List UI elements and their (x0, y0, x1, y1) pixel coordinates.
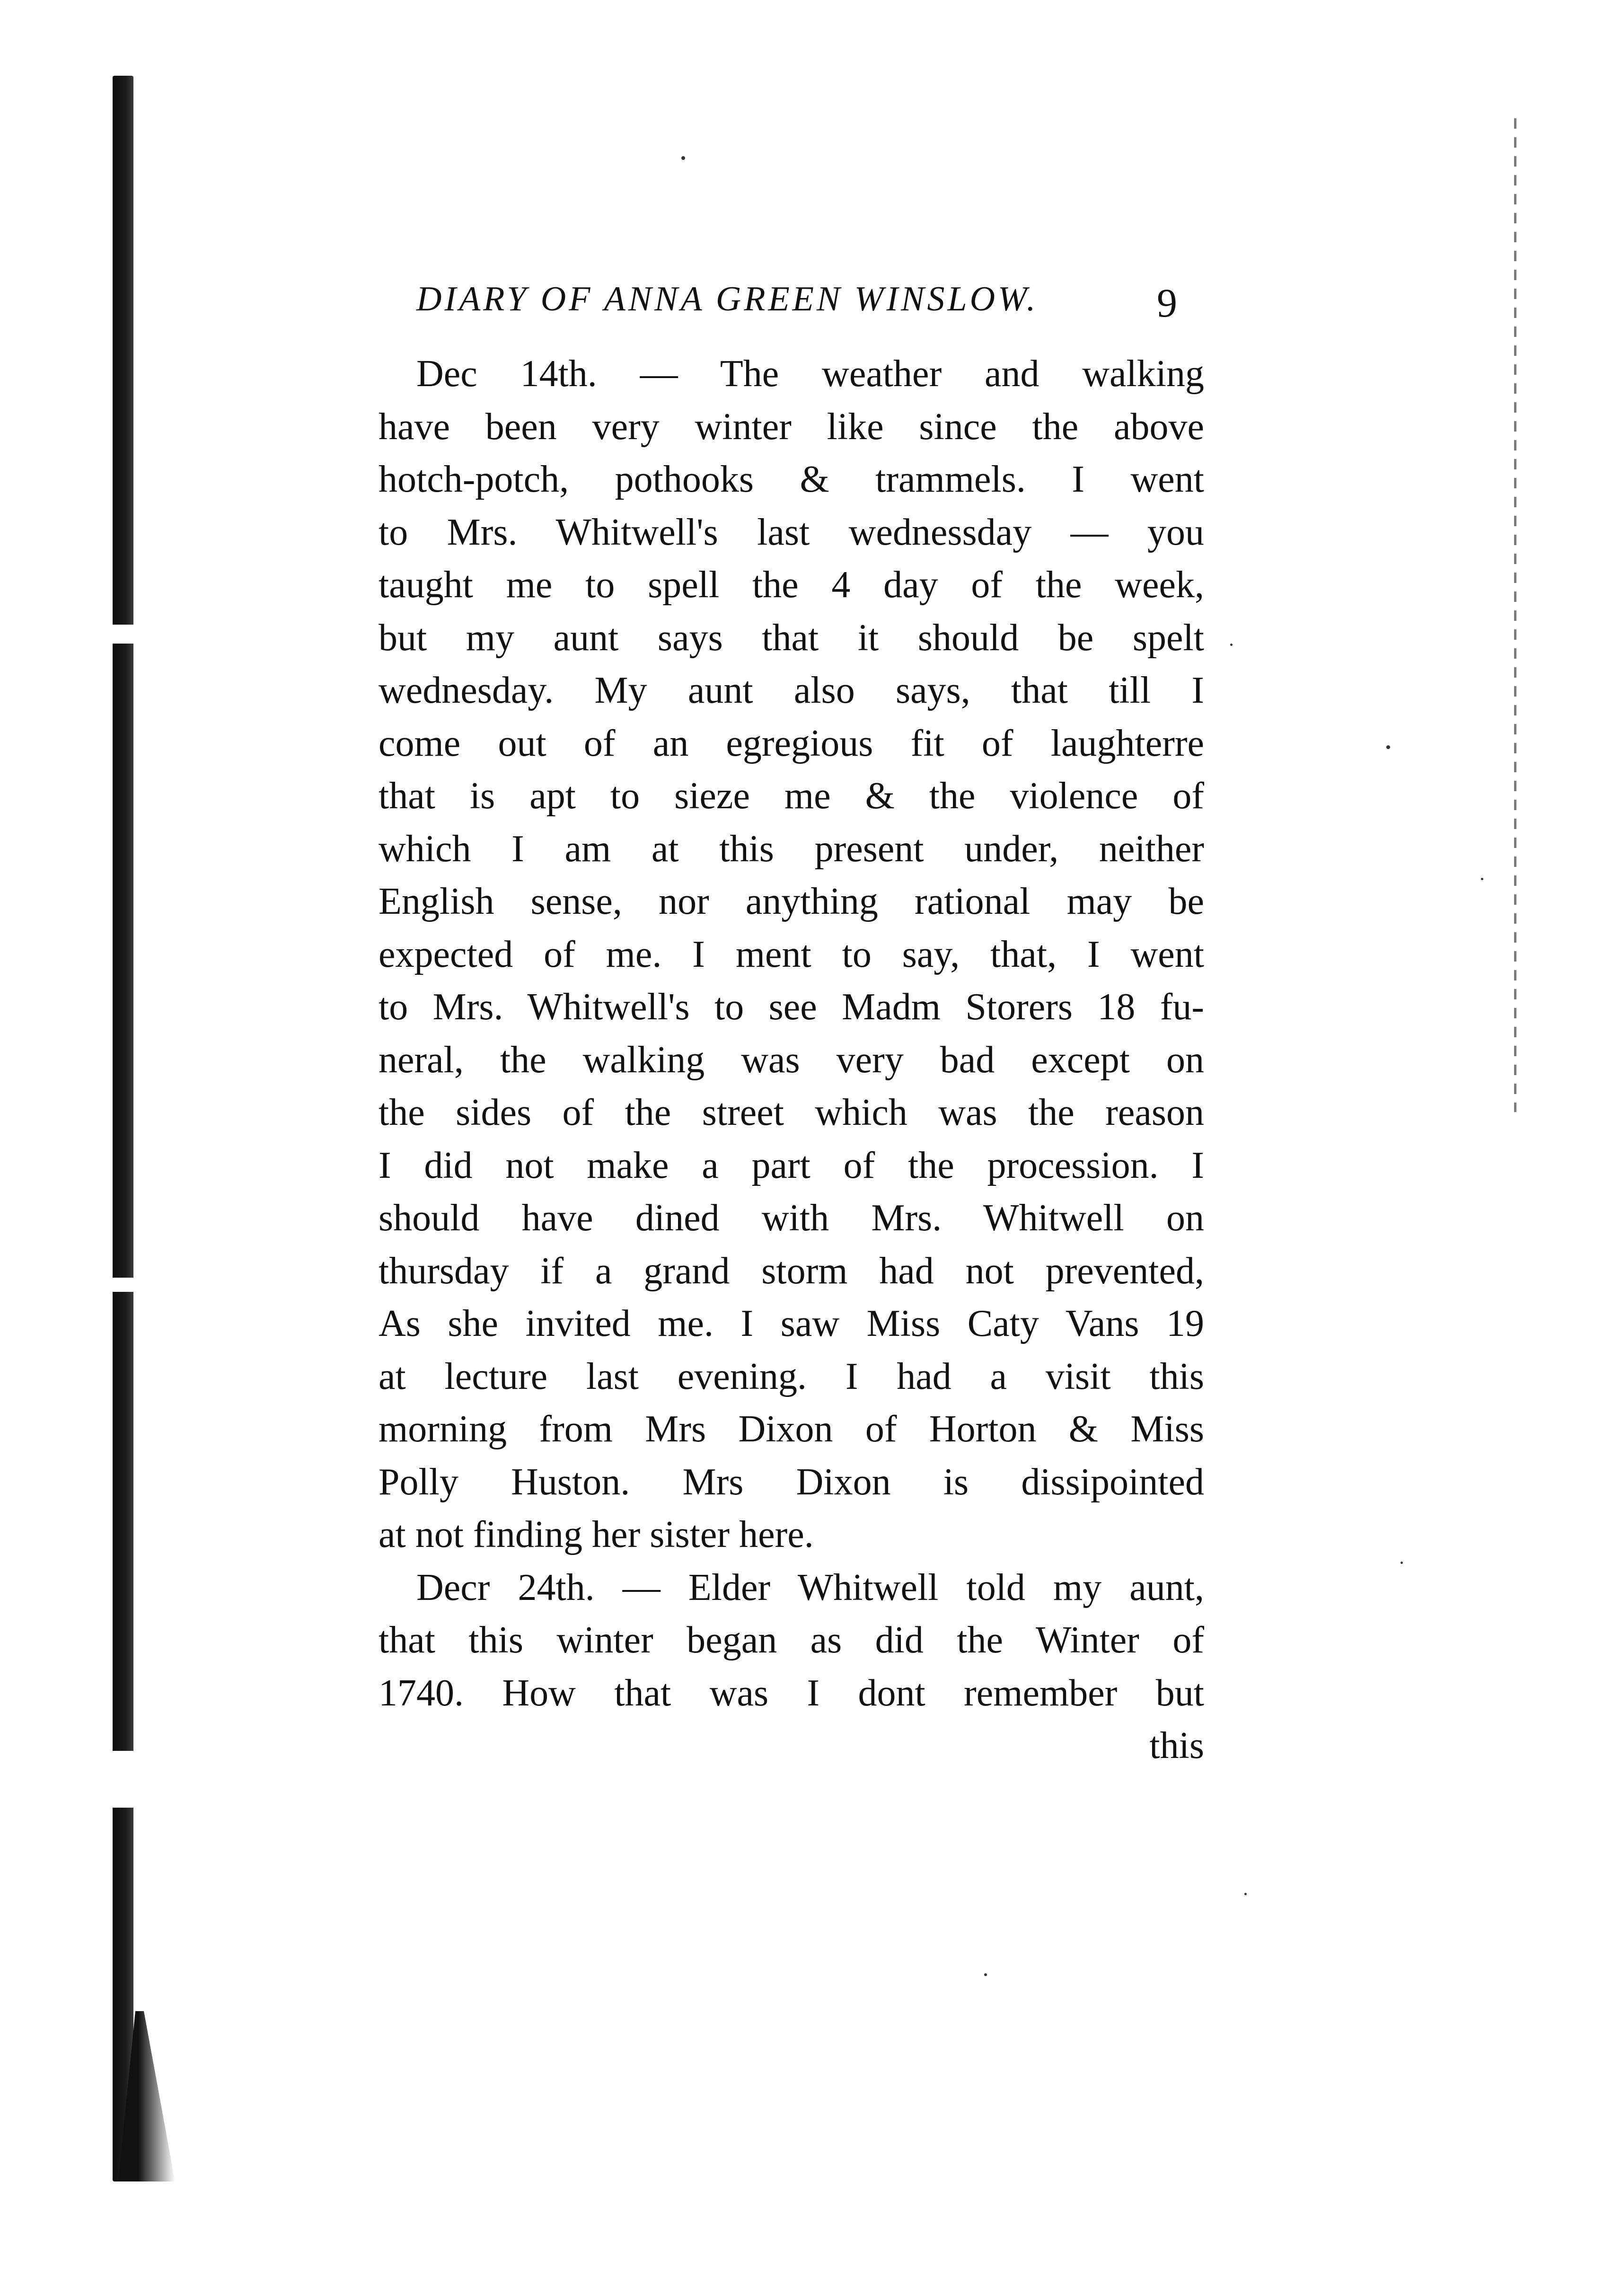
print-speck (1244, 1893, 1247, 1895)
text-line: 1740. How that was I dont remember but (379, 1672, 1204, 1714)
running-head: DIARY OF ANNA GREEN WINSLOW. (416, 280, 1039, 318)
text-line: neral, the walking was very bad except on (379, 1039, 1204, 1081)
text-line: at lecture last evening. I had a visit this (379, 1355, 1204, 1397)
text-line: should have dined with Mrs. Whitwell on (379, 1197, 1204, 1239)
text-line: morning from Mrs Dixon of Horton & Miss (379, 1408, 1204, 1450)
text-line: come out of an egregious fit of laughterre (379, 722, 1204, 764)
text-line: I did not make a part of the procession. I (379, 1144, 1204, 1186)
text-line: which I am at this present under, neither (379, 828, 1204, 870)
text-line: wednesday. My aunt also says, that till I (379, 670, 1204, 711)
text-line: thursday if a grand storm had not prevented, (379, 1250, 1204, 1292)
print-speck (1481, 878, 1483, 880)
text-line: at not finding her sister here. (379, 1514, 814, 1555)
binding-gutter (113, 76, 133, 2181)
print-speck (681, 156, 685, 160)
text-line: Dec 14th. — The weather and walking (416, 353, 1204, 395)
page-number: 9 (1157, 280, 1177, 326)
text-line: taught me to spell the 4 day of the week, (379, 564, 1204, 606)
text-line: Decr 24th. — Elder Whitwell told my aunt, (416, 1566, 1204, 1608)
gutter-gap (109, 1751, 137, 1808)
print-speck (984, 1973, 987, 1976)
right-page-edge (1514, 118, 1516, 1112)
text-line: As she invited me. I saw Miss Caty Vans 19 (379, 1303, 1204, 1344)
text-line: hotch-potch, pothooks & trammels. I went (379, 459, 1204, 500)
text-line: but my aunt says that it should be spelt (379, 617, 1204, 659)
text-line: the sides of the street which was the reason (379, 1092, 1204, 1133)
gutter-gap (109, 1278, 137, 1292)
text-line: expected of me. I ment to say, that, I went (379, 933, 1204, 975)
print-speck (1400, 1562, 1403, 1564)
gutter-gap (109, 625, 137, 644)
text-line: that is apt to sieze me & the violence of (379, 775, 1204, 817)
text-line: English sense, nor anything rational may be (379, 881, 1204, 922)
print-speck (1386, 745, 1390, 749)
text-line: to Mrs. Whitwell's to see Madm Storers 18 fu- (379, 986, 1204, 1028)
text-line: that this winter began as did the Winter of (379, 1619, 1204, 1661)
diary-text (379, 348, 1204, 1773)
text-line: have been very winter like since the above (379, 406, 1204, 448)
catchword: this (1149, 1725, 1204, 1766)
text-line: Polly Huston. Mrs Dixon is dissipointed (379, 1461, 1204, 1503)
print-speck (1230, 644, 1233, 646)
text-line: to Mrs. Whitwell's last wednessday — you (379, 511, 1204, 553)
